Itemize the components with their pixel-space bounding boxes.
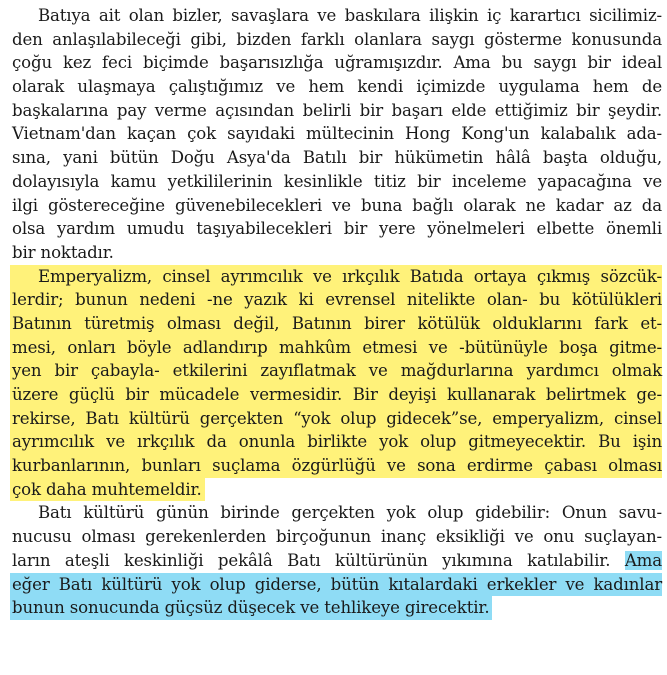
paragraph-3: [12, 501, 662, 619]
paragraph-1: [12, 4, 662, 265]
document-page: [12, 4, 662, 620]
text-line: sına, yani bütün Doğu Asya'da Batılı bir hükümetin hâlâ başta olduğu,: [12, 148, 662, 168]
highlighted-line: lerdir; bunun nedeni -ne yazık ki evrensel nitelikte olan- bu kötülükleri: [10, 288, 662, 312]
highlighted-line: bunun sonucunda güçsüz düşecek ve tehlikeye girecektir.: [10, 596, 492, 620]
paragraph-2-highlighted: [12, 265, 662, 502]
text-line: olarak ulaşmaya çalıştığımız ve hem kendi içimizde uygulama hem de: [12, 77, 662, 97]
text-line: ilgi göstereceğine güvenebilecekleri ve buna bağlı olarak ne kadar az da: [12, 195, 662, 215]
text-line: nucusu olması gerekenlerden birçoğunun inanç eksikliği ve onu suçlayan-: [12, 527, 662, 547]
highlighted-line: ayrımcılık ve ırkçılık da onunla birlikte yok olup gitmeyecektir. Bu işin: [10, 430, 662, 454]
highlighted-line: eğer Batı kültürü yok olup giderse, bütün kıtalardaki erkekler ve kadınlar: [10, 573, 662, 597]
highlighted-line: kurbanlarının, bunları suçlama özgürlüğü ve sona erdirme çabası olması: [10, 454, 662, 478]
text-line: başkalarına pay verme açısından belirli bir başarı elde ettiğimiz bir şeydir.: [12, 100, 662, 120]
text-line: bir noktadır.: [12, 242, 114, 262]
text-line: dolayısıyla kamu yetkililerinin kesinlikle titiz bir inceleme yapacağına ve: [12, 171, 662, 191]
highlighted-line: rekirse, Batı kültürü gerçekten “yok olup gidecek”se, emperyalizm, cinsel: [10, 407, 662, 431]
text-line: Batıya ait olan bizler, savaşlara ve baskılara ilişkin iç karartıcı sicilimiz-: [38, 6, 662, 25]
text-line: den anlaşılabileceği gibi, bizden farklı olanlara saygı gösterme konusunda: [12, 29, 662, 49]
highlighted-line: mesi, onları böyle adlandırıp mahkûm etmesi ve -bütünüyle boşa gitme-: [10, 336, 662, 360]
text-line: çoğu kez feci biçimde başarısızlığa uğramışızdır. Ama bu saygı bir ideal: [12, 53, 662, 73]
text-line: Vietnam'dan kaçan çok sayıdaki mültecinin Hong Kong'un kalabalık ada-: [12, 124, 662, 144]
text-segment: ların ateşli keskinliği pekâlâ Batı kültürünün yıkımına katılabilir.: [12, 550, 611, 570]
highlighted-line: üzere güçlü bir mücadele vermesidir. Bir deyişi kullanarak belirtmek ge-: [10, 383, 662, 407]
highlighted-line: Batının türetmiş olması değil, Batının birer kötülük olduklarını fark et-: [10, 312, 662, 336]
highlighted-line: çok daha muhtemeldir.: [10, 478, 205, 502]
highlighted-segment: Ama: [624, 550, 663, 570]
text-line: olsa yardım umudu taşıyabilecekleri bir yere yönelmeleri elbette önemli: [12, 219, 662, 239]
text-line: Batı kültürü günün birinde gerçekten yok olup gidebilir: Onun savu-: [38, 503, 662, 523]
text-line-mixed: [12, 549, 662, 573]
highlighted-line: Emperyalizm, cinsel ayrımcılık ve ırkçılık Batıda ortaya çıkmış sözcük-: [10, 265, 662, 289]
highlighted-line: yen bir çabayla- etkilerini zayıflatmak ve mağdurlarına yardımcı olmak: [10, 359, 662, 383]
